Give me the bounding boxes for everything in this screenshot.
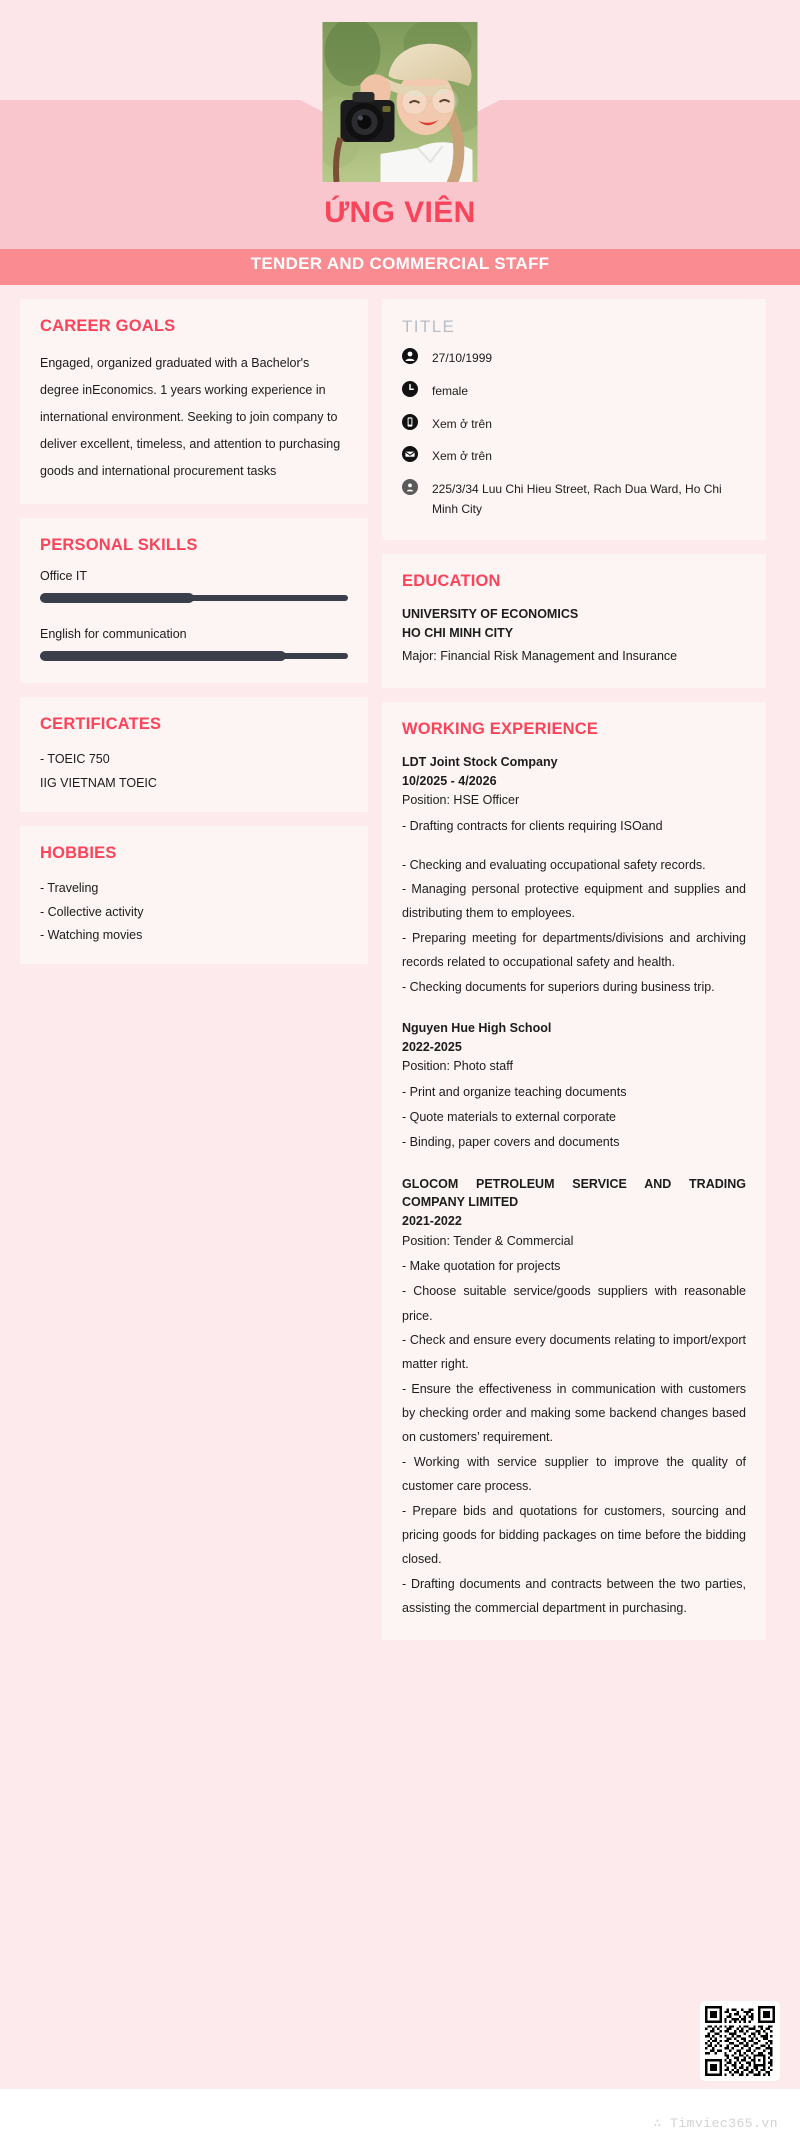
cv-body — [0, 285, 800, 1654]
job-position: Position: Tender & Commercial — [402, 1233, 574, 1248]
skill-label-english: English for communication — [40, 627, 187, 642]
experience-item — [402, 753, 746, 999]
experience-item — [402, 1019, 746, 1155]
skill-bar-office-it — [40, 595, 348, 601]
clock-icon — [402, 381, 420, 399]
qr-code[interactable] — [700, 2001, 780, 2081]
job-company: LDT Joint Stock Company — [402, 754, 558, 769]
education-card — [382, 554, 766, 688]
hobby-item: - Watching movies — [40, 928, 143, 943]
career-goals-title: CAREER GOALS — [40, 317, 176, 335]
hobbies-card — [20, 826, 368, 964]
hobbies-title: HOBBIES — [40, 843, 117, 862]
job-bullet: - Ensure the effectiveness in communication with customers by checking order and making some backend changes based on customers’ requirement. — [402, 1381, 746, 1445]
contact-row-gender — [402, 382, 746, 402]
contact-card — [382, 299, 766, 540]
hobby-item: - Traveling — [40, 880, 99, 895]
job-bullet: - Checking and evaluating occupational safety records. — [402, 857, 706, 872]
skill-bar-fill — [40, 593, 194, 603]
job-bullet: - Binding, paper covers and documents — [402, 1134, 620, 1149]
job-bullet: - Working with service supplier to improve the quality of customer care process. — [402, 1454, 746, 1494]
user-icon — [402, 348, 420, 366]
certificates-card — [20, 697, 368, 812]
right-column — [382, 299, 766, 1654]
job-company: Nguyen Hue High School — [402, 1020, 552, 1035]
career-goals-card — [20, 299, 368, 504]
skill-label-office-it: Office IT — [40, 569, 88, 584]
contact-row-birthday — [402, 349, 746, 369]
job-bullet: - Preparing meeting for departments/divisions and archiving records related to occupational safety and health. — [402, 930, 746, 970]
certificate-item: - TOEIC 750 — [40, 752, 110, 767]
contact-value: 27/10/1999 — [432, 351, 493, 365]
contact-value: 225/3/34 Luu Chi Hieu Street, Rach Dua Ward, Ho Chi Minh City — [432, 482, 722, 516]
personal-skills-title: PERSONAL SKILLS — [40, 536, 198, 555]
job-bullet: - Drafting contracts for clients requiring ISOand — [402, 818, 663, 833]
job-bullet: - Choose suitable service/goods suppliers with reasonable price. — [402, 1284, 746, 1323]
skill-bar-fill — [40, 651, 286, 661]
location-pin-icon — [402, 479, 420, 497]
contact-value: Xem ở trên — [432, 449, 492, 464]
job-position: Position: HSE Officer — [402, 793, 520, 808]
phone-icon — [402, 414, 420, 432]
spacer — [402, 839, 746, 853]
contact-row-address — [402, 480, 746, 520]
job-bullet: - Managing personal protective equipment and supplies and distributing them to employees. — [402, 882, 746, 921]
education-school-line1: UNIVERSITY OF ECONOMICS — [402, 606, 579, 621]
job-position: Position: Photo staff — [402, 1059, 513, 1074]
watermark-timviec365: ∴ Timviec365.vn — [653, 2116, 778, 2131]
experience-item — [402, 1175, 746, 1621]
job-bullet: - Make quotation for projects — [402, 1259, 561, 1274]
career-goals-text: Engaged, organized graduated with a Bachelor's degree inEconomics. 1 years working experience in international environment. Seeking to join company to deliver excellent, timeless, and attention to purchasing goods and international procurement tasks — [40, 356, 341, 478]
hobby-item: - Collective activity — [40, 904, 144, 919]
contact-title: TITLE — [402, 317, 456, 336]
personal-skills-card — [20, 518, 368, 683]
contact-row-phone — [402, 415, 746, 435]
education-school-line2: HO CHI MINH CITY — [402, 626, 514, 641]
left-column — [20, 299, 368, 978]
certificates-title: CERTIFICATES — [40, 715, 162, 734]
contact-value: Xem ở trên — [432, 416, 492, 431]
working-experience-card — [382, 702, 766, 1641]
job-bullet: - Quote materials to external corporate — [402, 1109, 616, 1124]
candidate-photo — [323, 22, 478, 182]
job-bullet: - Checking documents for superiors during business trip. — [402, 979, 715, 994]
job-company: GLOCOM PETROLEUM SERVICE AND TRADING COMPANY LIMITED — [402, 1176, 746, 1210]
contact-row-email — [402, 447, 746, 467]
education-major: Major: Financial Risk Management and Insurance — [402, 648, 678, 663]
envelope-icon — [402, 446, 420, 464]
contact-value: female — [432, 383, 469, 398]
job-dates: 10/2025 - 4/2026 — [402, 773, 497, 788]
job-bullet: - Check and ensure every documents relating to import/export matter right. — [402, 1332, 746, 1372]
job-bullet: - Print and organize teaching documents — [402, 1084, 627, 1099]
candidate-name: ỨNG VIÊN — [324, 196, 476, 229]
working-experience-title: WORKING EXPERIENCE — [402, 719, 599, 738]
job-bullet: - Drafting documents and contracts between the two parties, assisting the commercial department in purchasing. — [402, 1576, 746, 1616]
education-title: EDUCATION — [402, 571, 501, 590]
job-bullet: - Prepare bids and quotations for customers, sourcing and pricing goods for bidding packages on time before the bidding closed. — [402, 1503, 746, 1567]
cv-header — [0, 0, 800, 285]
job-dates: 2021-2022 — [402, 1214, 462, 1229]
job-dates: 2022-2025 — [402, 1039, 462, 1054]
skill-bar-english — [40, 653, 348, 659]
candidate-role: TENDER AND COMMERCIAL STAFF — [250, 254, 550, 273]
certificate-item: IIG VIETNAM TOEIC — [40, 776, 157, 791]
